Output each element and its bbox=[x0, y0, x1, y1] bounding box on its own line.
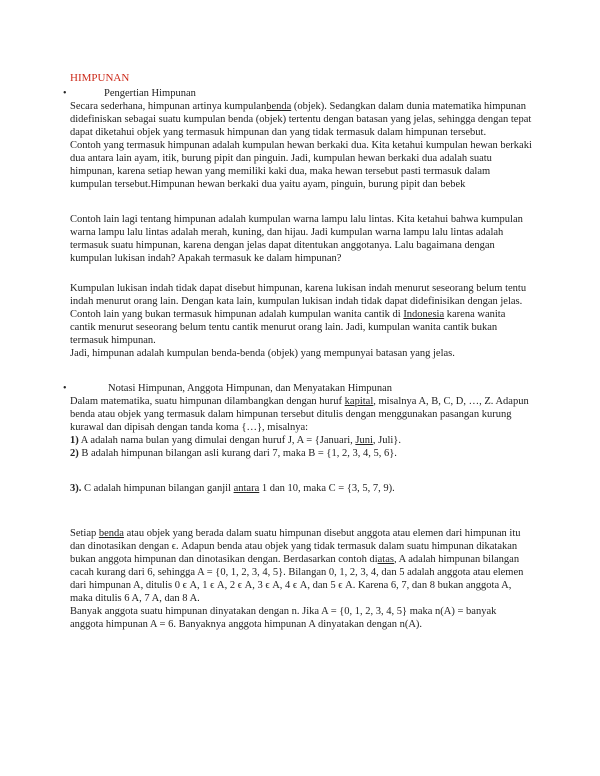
link-antara[interactable]: antara bbox=[233, 483, 260, 494]
link-benda-2[interactable]: benda bbox=[98, 528, 124, 539]
paragraph-example-animals: Contoh yang termasuk himpunan adalah kumpulan hewan berkaki dua. Kita ketahui kumpulan hewan berkaki dua antara lain ayam, itik, burung pipit dan pinguin. Jadi, kumpulan hewan berkaki dua adalah suatu himpunan, karena setiap hewan yang memiliki kaki dua, maka hewan tersebut pasti termasuk dalam kumpulan tersebut.Himpunan hewan berkaki dua yaitu ayam, pinguin, burung pipit dan bebek bbox=[70, 140, 532, 190]
bullet-item-notasi bbox=[63, 382, 532, 395]
paragraph-non-example: Kumpulan lukisan indah tidak dapat disebut himpunan, karena lukisan indah menurut seseorang belum tentu indah menurut orang lain. Dengan kata lain, kumpulan lukisan indah tidak dapat didefinisikan dengan jelas. Contoh lain yang bukan termasuk himpunan adalah kumpulan wanita cantik di Indonesia karena wanita cantik menurut seseorang belum tentu cantik menurut orang lain. Jadi, kumpulan wanita cantik bukan termasuk himpunan. bbox=[70, 283, 527, 346]
document-body bbox=[63, 72, 532, 631]
bullet-label: Pengertian Himpunan bbox=[104, 88, 196, 99]
document-title: HIMPUNAN bbox=[70, 72, 130, 84]
paragraph-notation: Dalam matematika, suatu himpunan dilambangkan dengan huruf kapital, misalnya A, B, C, D, …, Z. Adapun benda atau objek yang termasuk dalam himpunan tersebut ditulis dengan menggunakan pasangan kurung kurawal dan dipisah dengan tanda koma {…}, misalnya: bbox=[70, 396, 529, 433]
paragraph-definition: Secara sederhana, himpunan artinya kumpulanbenda (objek). Sedangkan dalam dunia matematika himpunan didefiniskan sebagai suatu kumpulan benda (objek) tertentu dengan batasan yang jelas, sehingga dengan tepat dapat diketahui objek yang termasuk himpunan dan yang tidak termasuk dalam himpunan tersebut. bbox=[70, 101, 532, 138]
example-1: 1) A adalah nama bulan yang dimulai dengan huruf J, A = {Januari, Juni, Juli}. bbox=[70, 435, 401, 446]
link-benda[interactable]: benda bbox=[266, 101, 292, 112]
link-juni[interactable]: Juni bbox=[355, 435, 373, 446]
paragraph-conclusion: Jadi, himpunan adalah kumpulan benda-benda (objek) yang mempunyai batasan yang jelas. bbox=[70, 348, 455, 359]
paragraph-cardinality: Banyak anggota suatu himpunan dinyatakan dengan n. Jika A = {0, 1, 2, 3, 4, 5} maka n(A) = banyak anggota himpunan A = 6. Banyaknya anggota himpunan A dinyatakan dengan n(A). bbox=[70, 606, 497, 630]
paragraph-membership: Setiap benda atau objek yang berada dalam suatu himpunan disebut anggota atau elemen dari himpunan itu dan dinotasikan dengan ϵ. Adapun benda atau objek yang tidak termasuk dalam suatu himpunan dikatakan bukan anggota himpunan dan dinotasikan dengan. Berdasarkan contoh diatas, A adalah himpunan bilangan cacah kurang dari 6, sehingga A = {0, 1, 2, 3, 4, 5}. Bilangan 0, 1, 2, 3, 4, dan 5 adalah anggota atau elemen dari himpunan A, ditulis 0 ϵ A, 1 ϵ A, 2 ϵ A, 3 ϵ A, 4 ϵ A, dan 5 ϵ A. Karena 6, 7, dan 8 bukan anggota A, maka ditulis 6 A, 7 A, dan 8 A. bbox=[70, 528, 524, 604]
bullet-icon: • bbox=[63, 383, 67, 394]
link-kapital[interactable]: kapital bbox=[344, 396, 374, 407]
example-2: 2) B adalah himpunan bilangan asli kurang dari 7, maka B = {1, 2, 3, 4, 5, 6}. bbox=[70, 448, 397, 459]
bullet-icon: • bbox=[63, 88, 67, 99]
link-indonesia[interactable]: Indonesia bbox=[403, 309, 445, 320]
bullet-label: Notasi Himpunan, Anggota Himpunan, dan Menyatakan Himpunan bbox=[108, 383, 393, 394]
link-atas[interactable]: atas bbox=[377, 554, 394, 565]
paragraph-example-traffic-lights: Contoh lain lagi tentang himpunan adalah kumpulan warna lampu lalu lintas. Kita ketahui bahwa kumpulan warna lampu lalu lintas adalah merah, kuning, dan hijau. Jadi kumpulan warna lampu lalu lintas adalah termasuk suatu himpunan, karena dengan jelas dapat ditentukan anggotanya. Lalu bagaimana dengan kumpulan lukisan indah? Apakah termasuk ke dalam himpunan? bbox=[70, 214, 523, 264]
bullet-item-pengertian bbox=[63, 87, 532, 100]
example-3: 3). C adalah himpunan bilangan ganjil antara 1 dan 10, maka C = {3, 5, 7, 9). bbox=[70, 483, 395, 494]
